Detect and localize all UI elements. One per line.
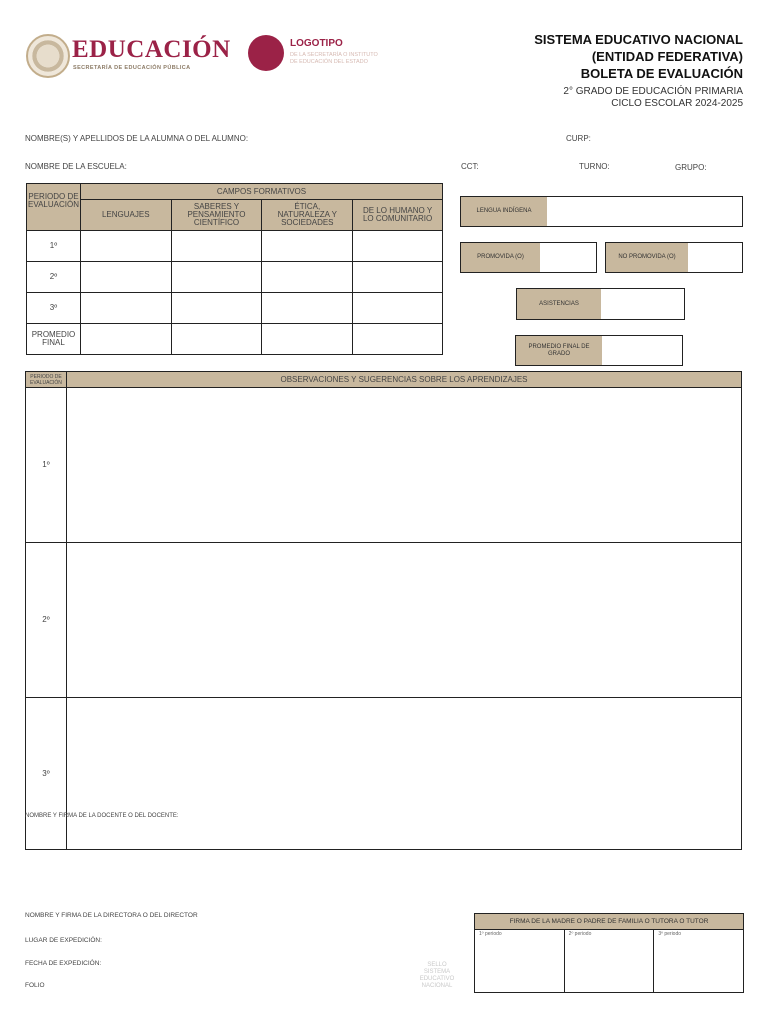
not-promoted-box[interactable] — [605, 242, 743, 273]
period-signature-cell[interactable] — [654, 930, 743, 992]
column-header: ÉTICA, NATURALEZA Y SOCIEDADES — [262, 200, 353, 231]
title-line-2: (ENTIDAD FEDERATIVA) — [591, 49, 743, 64]
obs-row-label: 1º — [26, 388, 67, 543]
period-label: 3º periodo — [658, 931, 682, 937]
row-label: 3º — [27, 293, 81, 324]
grade-cell[interactable] — [80, 262, 171, 293]
shift-field[interactable]: TURNO: — [579, 162, 610, 171]
student-name-field[interactable]: NOMBRE(S) Y APELLIDOS DE LA ALUMNA O DEL ALUMNO: — [25, 134, 249, 143]
not-promoted-label: NO PROMOVIDA (O) — [606, 243, 688, 272]
logo-line1: DE LA SECRETARÍA O INSTITUTO — [290, 52, 378, 58]
not-promoted-input[interactable] — [688, 243, 742, 272]
official-seal: SELLO SISTEMA EDUCATIVO NACIONAL — [419, 962, 455, 989]
period-label: 2º periodo — [568, 931, 592, 937]
observation-cell[interactable] — [66, 543, 741, 698]
attendance-label: ASISTENCIAS — [517, 289, 601, 319]
brand-subtitle: SECRETARÍA DE EDUCACIÓN PÚBLICA — [73, 65, 191, 71]
promoted-box[interactable] — [460, 242, 597, 273]
obs-row-label: 2º — [26, 543, 67, 698]
column-header: LENGUAJES — [80, 200, 171, 231]
obs-row-label: 3º — [26, 698, 67, 850]
period-signature-cell[interactable] — [565, 930, 655, 992]
period-signature-cell[interactable] — [475, 930, 565, 992]
cycle-label: CICLO ESCOLAR 2024-2025 — [611, 98, 743, 109]
group-field[interactable]: GRUPO: — [675, 163, 707, 172]
final-average-label: PROMEDIO FINAL DE GRADO — [516, 336, 602, 365]
grade-cell[interactable] — [80, 324, 171, 355]
final-average-input[interactable] — [602, 336, 682, 365]
column-header: SABERES Y PENSAMIENTO CIENTÍFICO — [171, 200, 262, 231]
place-label: LUGAR DE EXPEDICIÓN: — [25, 937, 102, 944]
grade-cell[interactable] — [262, 262, 353, 293]
title-line-3: BOLETA DE EVALUACIÓN — [580, 66, 743, 81]
observation-cell[interactable] — [66, 698, 741, 850]
grade-cell[interactable] — [80, 293, 171, 324]
grade-cell[interactable] — [80, 231, 171, 262]
grade-cell[interactable] — [353, 231, 443, 262]
grade-cell[interactable] — [171, 262, 262, 293]
grade-label: 2° GRADO DE EDUCACIÓN PRIMARIA — [563, 86, 743, 97]
grade-cell[interactable] — [262, 324, 353, 355]
final-average-box[interactable] — [515, 335, 683, 366]
grade-cell[interactable] — [353, 262, 443, 293]
grade-cell[interactable] — [171, 231, 262, 262]
promoted-label: PROMOVIDA (O) — [461, 243, 540, 272]
cct-field[interactable]: CCT: — [461, 162, 479, 171]
state-logo — [248, 34, 398, 74]
document-title — [423, 31, 743, 110]
indigenous-language-input[interactable] — [547, 197, 742, 226]
parent-signature-title: FIRMA DE LA MADRE O PADRE DE FAMILIA O TUTORA O TUTOR — [475, 914, 743, 930]
column-header: DE LO HUMANO Y LO COMUNITARIO — [353, 200, 443, 231]
logo-circle-icon — [248, 35, 284, 71]
observation-cell[interactable] — [66, 388, 741, 543]
brand-title: EDUCACIÓN — [72, 36, 231, 63]
grade-cell[interactable] — [171, 324, 262, 355]
grade-cell[interactable] — [262, 231, 353, 262]
indigenous-language-label: LENGUA INDÍGENA — [461, 197, 547, 226]
grades-table — [26, 183, 443, 355]
mexico-shield-icon — [26, 34, 70, 78]
obs-title: OBSERVACIONES Y SUGERENCIAS SOBRE LOS APRENDIZAJES — [66, 372, 741, 388]
attendance-input[interactable] — [601, 289, 684, 319]
folio-label: FOLIO — [25, 982, 45, 989]
period-label: 1º periodo — [479, 931, 502, 937]
parent-signature-periods — [475, 930, 743, 992]
row-label: PROMEDIO FINAL — [27, 324, 81, 355]
logo-title: LOGOTIPO — [290, 38, 343, 49]
grade-cell[interactable] — [171, 293, 262, 324]
obs-period-header: PERIODO DE EVALUACIÓN — [26, 372, 67, 388]
row-label: 2º — [27, 262, 81, 293]
grade-cell[interactable] — [353, 293, 443, 324]
period-header: PERIODO DE EVALUACIÓN — [27, 184, 81, 231]
director-signature-label: NOMBRE Y FIRMA DE LA DIRECTORA O DEL DIRECTOR — [25, 912, 198, 919]
curp-field[interactable]: CURP: — [566, 134, 591, 143]
logo-line2: DE EDUCACIÓN DEL ESTADO — [290, 59, 368, 65]
school-name-field[interactable]: NOMBRE DE LA ESCUELA: — [25, 162, 127, 171]
teacher-signature-label: NOMBRE Y FIRMA DE LA DOCENTE O DEL DOCENTE: — [25, 813, 179, 819]
attendance-box[interactable] — [516, 288, 685, 320]
observations-table — [25, 371, 742, 850]
grade-cell[interactable] — [262, 293, 353, 324]
row-label: 1º — [27, 231, 81, 262]
title-line-1: SISTEMA EDUCATIVO NACIONAL — [534, 32, 743, 47]
parent-signature-box — [474, 913, 744, 993]
sep-logo — [26, 34, 231, 82]
formative-fields-header: CAMPOS FORMATIVOS — [80, 184, 442, 200]
indigenous-language-box[interactable] — [460, 196, 743, 227]
date-label: FECHA DE EXPEDICIÓN: — [25, 960, 102, 967]
grade-cell[interactable] — [353, 324, 443, 355]
promoted-input[interactable] — [540, 243, 596, 272]
